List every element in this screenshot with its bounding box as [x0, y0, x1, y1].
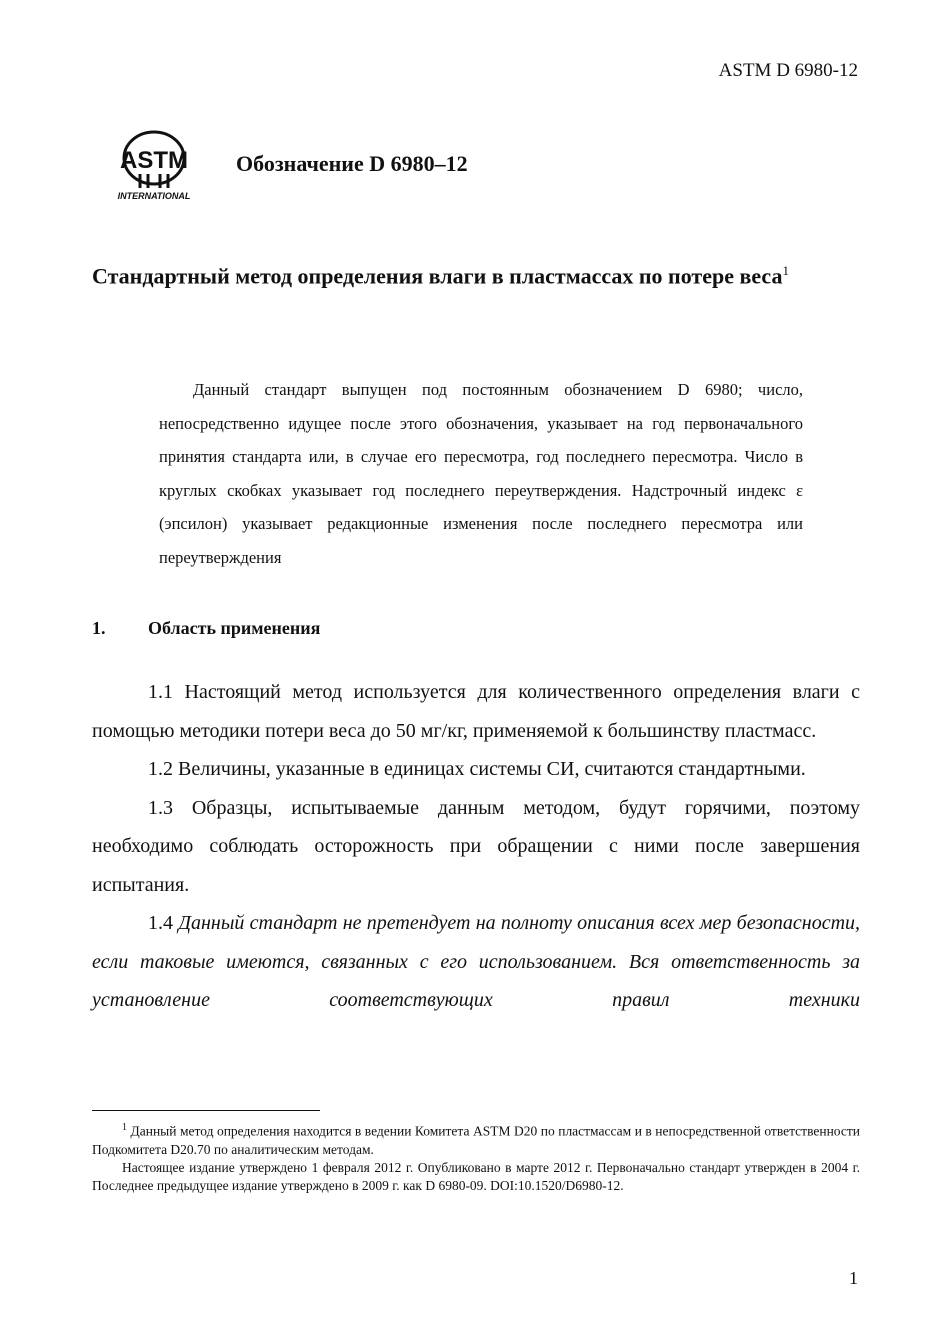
paragraph-1-4 [92, 904, 860, 1020]
astm-logo [112, 130, 196, 202]
document-title [92, 248, 860, 299]
section-number: 1. [92, 618, 106, 638]
paragraph-text: Величины, указанные в единицах системы СИ, считаются стандартными. [178, 758, 806, 780]
section-body [92, 673, 860, 1020]
standard-note: Данный стандарт выпущен под постоянным обозначением D 6980; число, непосредственно идущее после этого обозначения, указывает на год первоначального принятия стандарта или, в случае его пересмотра, год последнего пересмотра. Число в круглых скобках указывает год последнего переутверждения. Надстрочный индекс ε (эпсилон) указывает редакционные изменения после последнего пересмотра или переутверждения [159, 380, 803, 567]
logo-subtext: INTERNATIONAL [117, 191, 191, 201]
title-text: Стандартный метод определения влаги в пластмассах по потере веса [92, 263, 783, 289]
footnote-2 [92, 1159, 860, 1195]
paragraph-1-1 [92, 673, 860, 750]
page-number: 1 [849, 1268, 858, 1288]
paragraph-1-2 [92, 750, 860, 789]
paragraph-1-3 [92, 789, 860, 905]
section-title: Область применения [148, 618, 321, 638]
paragraph-number: 1.4 [148, 912, 173, 934]
paragraph-number: 1.2 [148, 758, 173, 780]
paragraph-text: Данный стандарт не претендует на полноту описания всех мер безопасности, если таковые имеются, связанных с его использованием. Вся ответственность за установление соответствующих правил техники [92, 912, 861, 1011]
document-code: ASTM D 6980-12 [718, 60, 858, 81]
paragraph-number: 1.3 [148, 796, 173, 819]
paragraph-text: Настоящий метод используется для количественного определения влаги с помощью методики потери веса до 50 мг/кг, применяемой к большинству пластмасс. [92, 681, 860, 742]
paragraph-number: 1.1 [148, 681, 173, 703]
footnotes [92, 1119, 860, 1195]
astm-logo-icon [112, 130, 196, 202]
footnote-mark: 1 [122, 1122, 127, 1133]
footnote-text: Настоящее издание утверждено 1 февраля 2012 г. Опубликовано в марте 2012 г. Первоначально стандарт утвержден в 2004 г. Последнее предыдущее издание утверждено в 2009 г. как D 6980-09. DOI:10.1520/D6980-12. [92, 1159, 860, 1193]
title-footnote-mark: 1 [782, 263, 789, 278]
footnote-1 [92, 1119, 860, 1159]
logo-text: ASTM [120, 147, 188, 174]
paragraph-text: Образцы, испытываемые данным методом, будут горячими, поэтому необходимо соблюдать осторожность при обращении с ними после завершения испытания. [92, 796, 861, 896]
footnote-divider [92, 1110, 320, 1111]
designation-heading: Обозначение D 6980–12 [236, 151, 468, 176]
footnote-text: Данный метод определения находится в ведении Комитета ASTM D20 по пластмассам и в непосредственной ответственности Подкомитета D20.70 по аналитическим методам. [92, 1123, 861, 1157]
